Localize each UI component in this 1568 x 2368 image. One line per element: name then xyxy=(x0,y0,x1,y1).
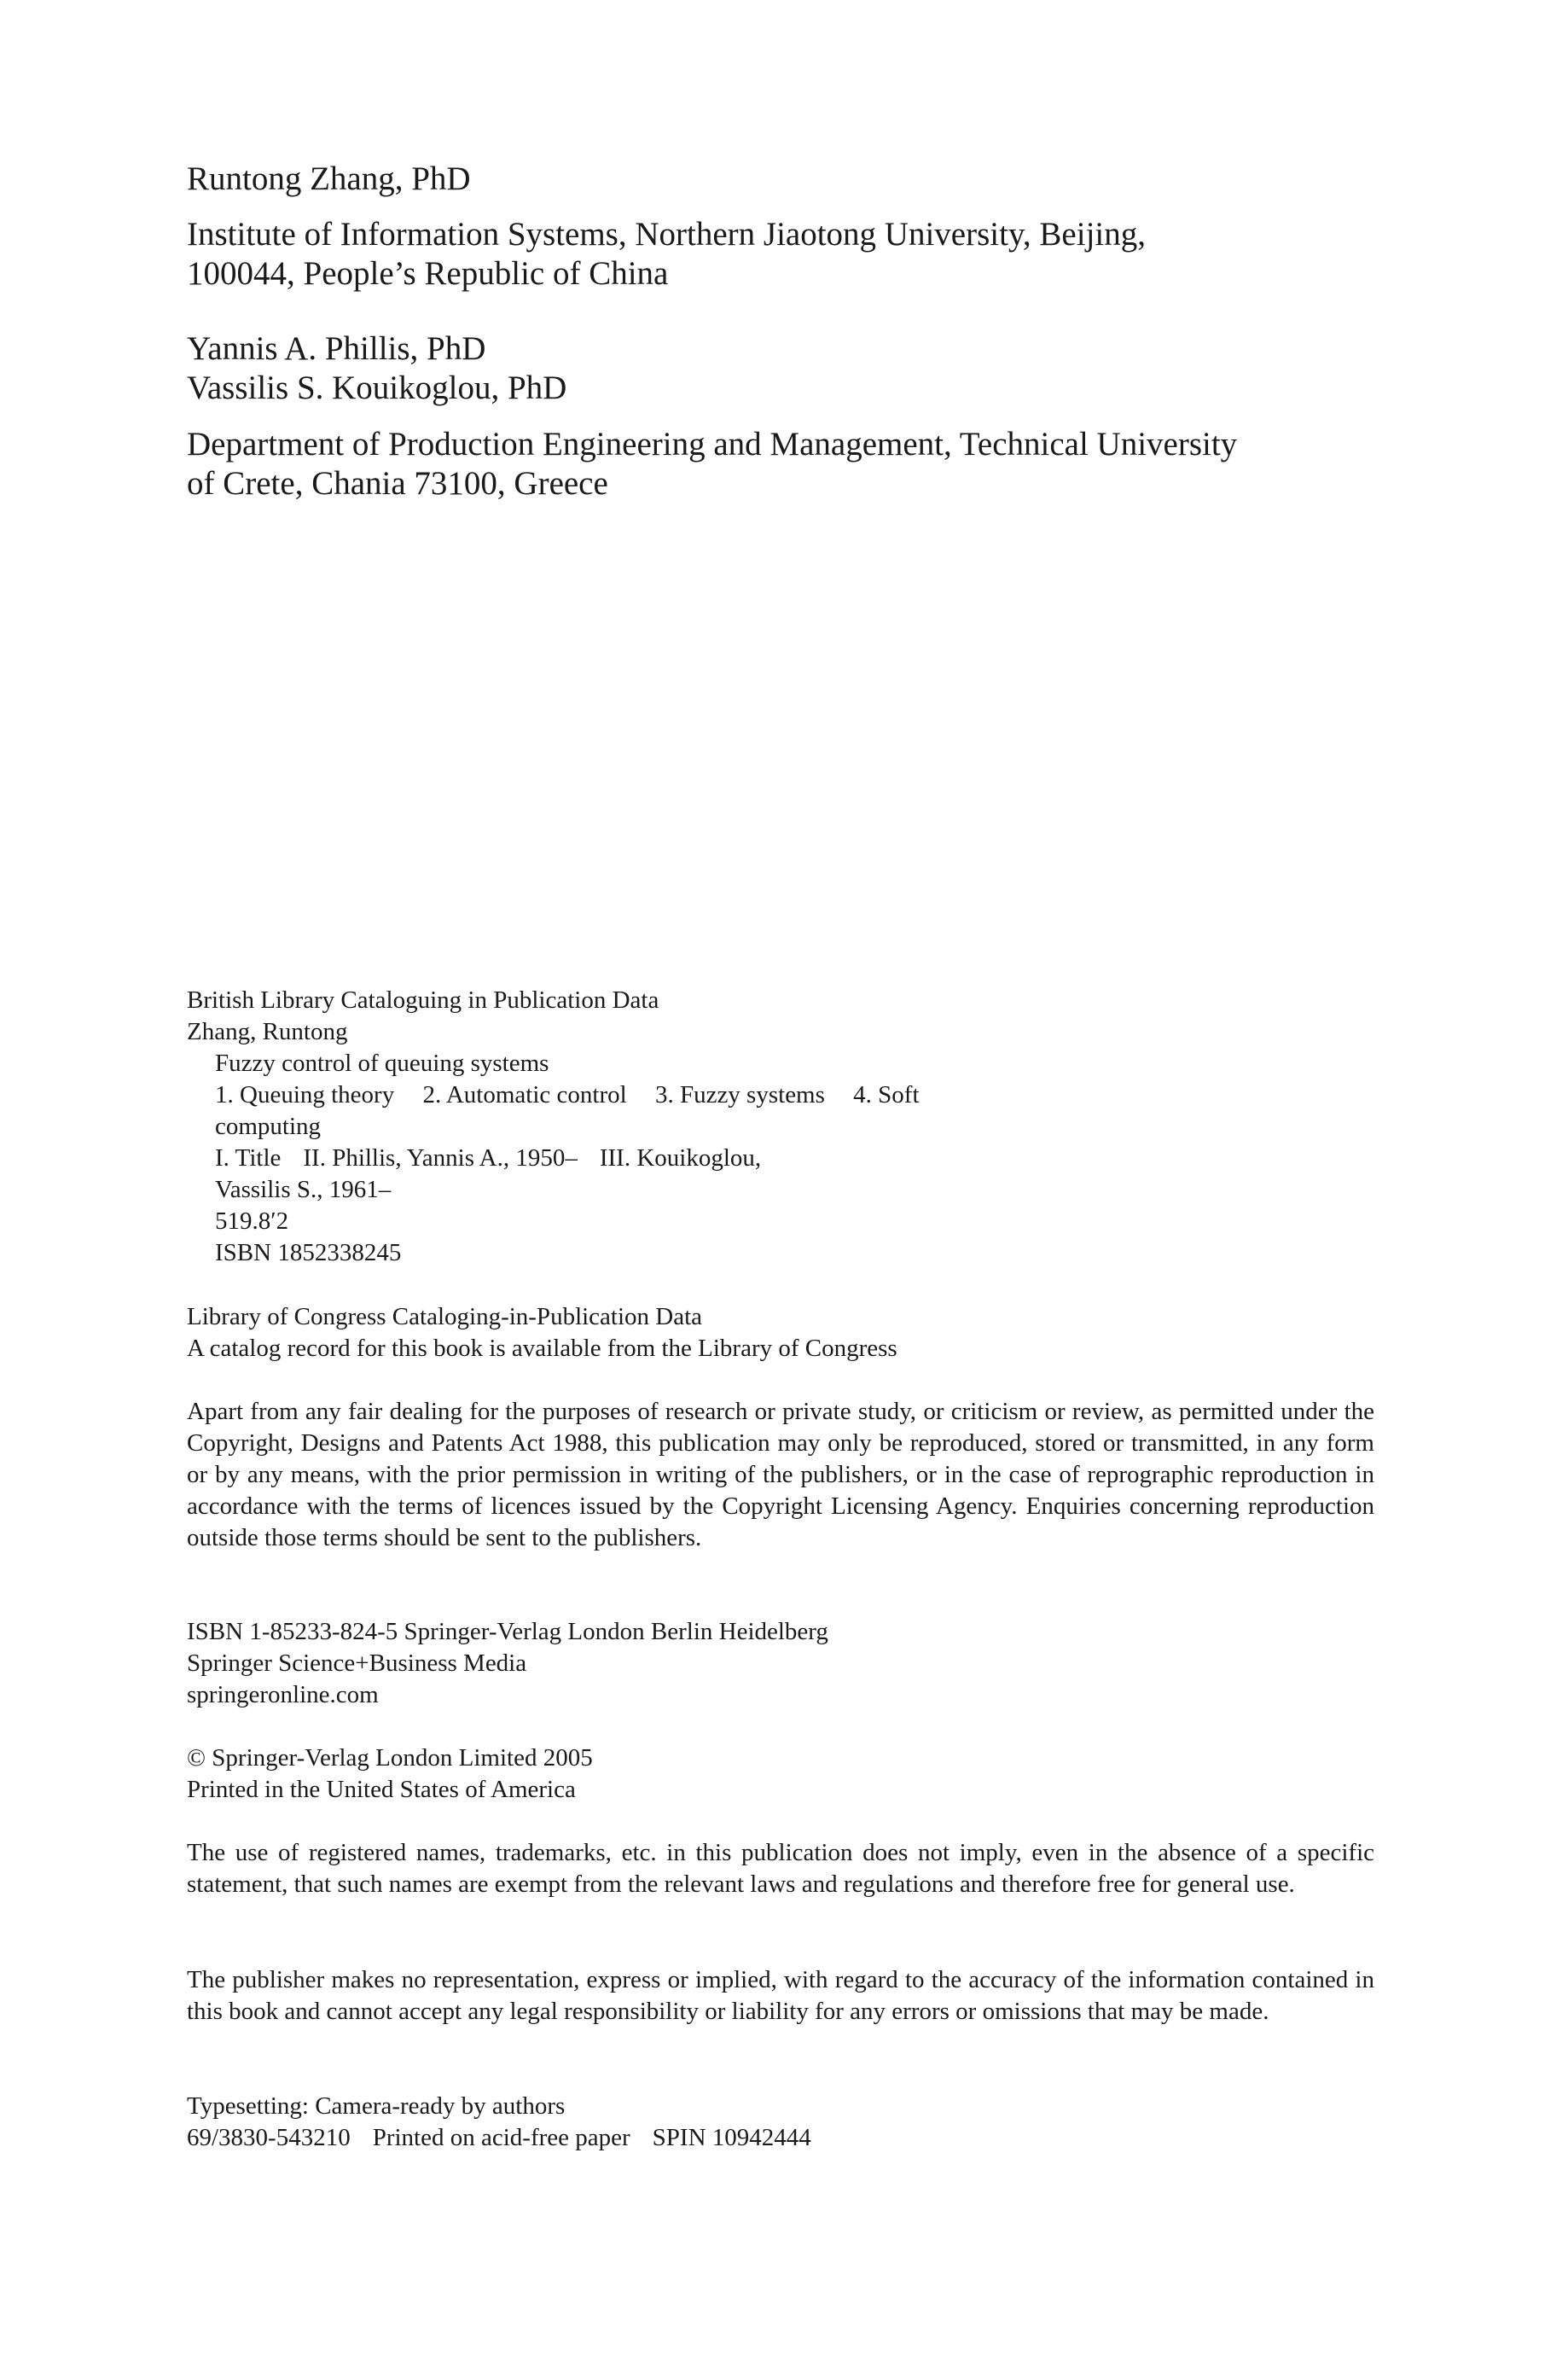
production-codes xyxy=(187,2122,811,2154)
affiliation-line: Institute of Information Systems, Northern Jiaotong University, Beijing, xyxy=(187,216,1146,253)
printed-line: Printed in the United States of America xyxy=(187,1776,576,1803)
cip-entry: I. Title xyxy=(215,1144,282,1172)
author-block-phillis-kouikoglou xyxy=(187,329,566,408)
copyright-notice-text: Apart from any fair dealing for the purposes of research or private study, or criticism or review, as permitted under the Copyright, Designs and Patents Act 1988, this publication may only be reproduced, stored or transmitted, in any form or by any means, with the prior permission in writing of the publishers, or in the case of reprographic reproduction in accordance with the terms of licences issued by the Copyright Licensing Agency. Enquiries concerning reproduction outside those terms should be sent to the publishers. xyxy=(187,1398,1374,1551)
paper-note: Printed on acid-free paper xyxy=(372,2124,630,2151)
copyright-line: © Springer-Verlag London Limited 2005 xyxy=(187,1744,593,1772)
loc-heading: Library of Congress Cataloging-in-Publication Data xyxy=(187,1303,703,1330)
copyright-info xyxy=(187,1743,593,1806)
cip-entry: II. Phillis, Yannis A., 1950– xyxy=(303,1144,578,1172)
production-code: 69/3830-543210 xyxy=(187,2124,351,2151)
cip-entry: III. Kouikoglou, xyxy=(599,1144,762,1172)
cip-classification: 519.8′2 xyxy=(215,1207,289,1235)
production-info xyxy=(187,2091,811,2154)
affiliation-line: of Crete, Chania 73100, Greece xyxy=(187,465,608,502)
affiliation-zhang xyxy=(187,215,1146,294)
publisher-info xyxy=(187,1616,828,1711)
cip-entries xyxy=(187,1143,920,1174)
cip-entries-cont: Vassilis S., 1961– xyxy=(215,1176,392,1203)
author-name-zhang: Runtong Zhang, PhD xyxy=(187,160,471,197)
cip-subjects xyxy=(187,1079,920,1111)
typesetting-line: Typesetting: Camera-ready by authors xyxy=(187,2092,566,2120)
publisher-url: springeronline.com xyxy=(187,1681,379,1708)
cip-subjects-cont: computing xyxy=(215,1113,322,1140)
cip-heading: British Library Cataloguing in Publication Data xyxy=(187,986,659,1014)
author-name-phillis: Yannis A. Phillis, PhD xyxy=(187,330,486,367)
affiliation-crete xyxy=(187,425,1237,503)
cip-subject: 4. Soft xyxy=(853,1081,920,1108)
affiliation-line: Department of Production Engineering and Management, Technical University xyxy=(187,426,1238,463)
cip-subject: 2. Automatic control xyxy=(422,1081,627,1108)
affiliation-line: 100044, People’s Republic of China xyxy=(187,255,669,292)
cip-isbn: ISBN 1852338245 xyxy=(215,1239,402,1266)
cip-author: Zhang, Runtong xyxy=(187,1018,348,1045)
publisher-isbn: ISBN 1-85233-824-5 Springer-Verlag London Berlin Heidelberg xyxy=(187,1618,828,1645)
cip-subject: 3. Fuzzy systems xyxy=(654,1081,825,1108)
publisher-media: Springer Science+Business Media xyxy=(187,1649,527,1677)
cip-subject: 1. Queuing theory xyxy=(215,1081,395,1108)
copyright-notice xyxy=(187,1396,1374,1554)
author-block-zhang xyxy=(187,160,471,199)
library-of-congress xyxy=(187,1301,897,1364)
author-name-kouikoglou: Vassilis S. Kouikoglou, PhD xyxy=(187,369,567,406)
loc-text: A catalog record for this book is available from the Library of Congress xyxy=(187,1335,897,1362)
liability-notice-text: The publisher makes no representation, express or implied, with regard to the accuracy of the information contained in this book and cannot accept any legal responsibility or liability for any errors or omissions that may be made. xyxy=(187,1966,1374,2025)
british-library-cip xyxy=(187,985,920,1269)
liability-notice xyxy=(187,1964,1374,2028)
trademark-notice-text: The use of registered names, trademarks, etc. in this publication does not imply, even in the absence of a specific statement, that such names are exempt from the relevant laws and regulations and therefore free for general use. xyxy=(187,1839,1374,1898)
spin-number: SPIN 10942444 xyxy=(652,2124,811,2151)
cip-title: Fuzzy control of queuing systems xyxy=(215,1050,549,1077)
trademark-notice xyxy=(187,1837,1374,1900)
